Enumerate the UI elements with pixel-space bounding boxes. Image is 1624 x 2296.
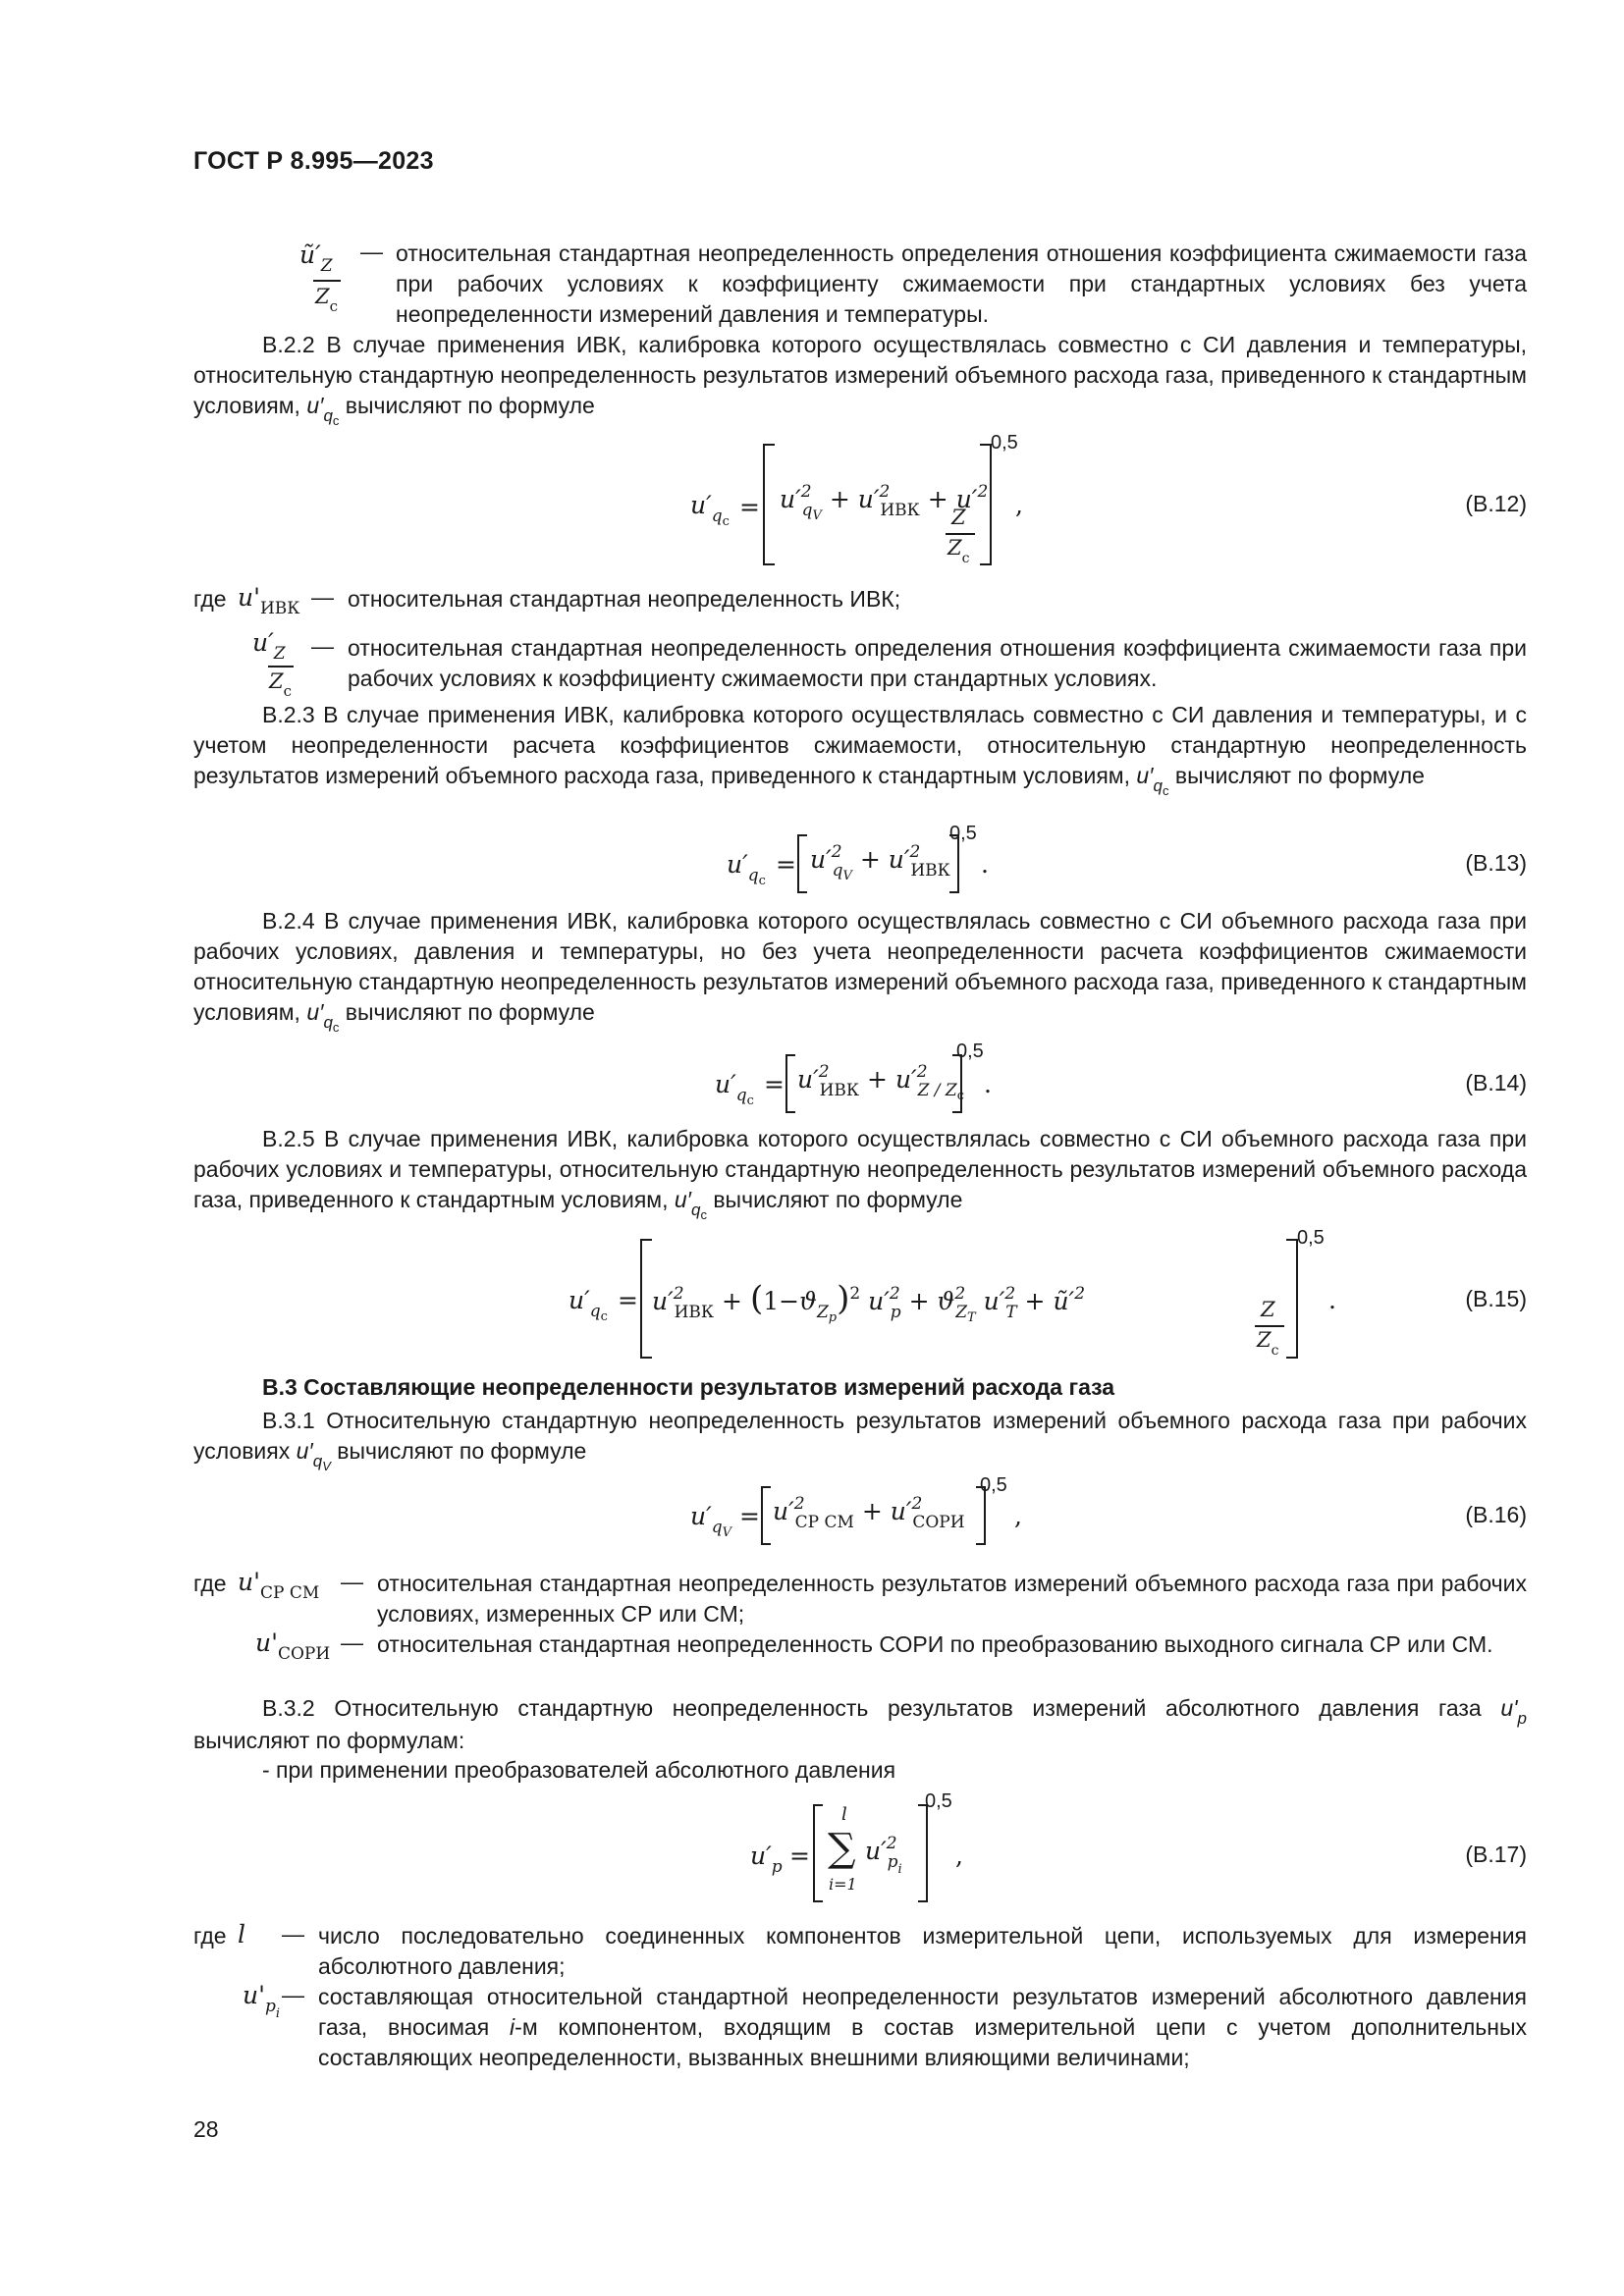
comma: , bbox=[955, 1842, 963, 1870]
sym-sub: q bbox=[711, 507, 723, 526]
sym-c: с bbox=[746, 1094, 754, 1108]
sym-u: u′ bbox=[1136, 763, 1154, 788]
bracket-left bbox=[813, 1804, 823, 1902]
sym-sq: 2 bbox=[911, 1494, 923, 1514]
sym-sub: V bbox=[722, 1525, 732, 1540]
exponent: 0,5 bbox=[925, 1790, 952, 1812]
sym-u: u′ bbox=[894, 1065, 917, 1094]
sym-sub: q bbox=[711, 1518, 723, 1537]
sym-u: u′ bbox=[780, 485, 801, 513]
paragraph-b23 bbox=[193, 700, 1527, 798]
sym-u: ũ′ bbox=[299, 240, 321, 269]
definition-utilde-Z: относительная стандартная неопределенность определения отношения коэффициента сжимаемости газа при рабочих условиях к коэффициенту сжимаемости при стандартных условиях без учета неопределенности измерений давления и температуры. bbox=[396, 240, 1527, 327]
where-label: где bbox=[193, 1923, 227, 1949]
plus: + bbox=[859, 845, 881, 874]
sym-sub: ИВК bbox=[880, 501, 920, 520]
bracket-left bbox=[640, 1239, 652, 1359]
eq-sign: = bbox=[789, 1842, 810, 1870]
sym-sub: СОРИ bbox=[277, 1644, 331, 1664]
document-page bbox=[193, 0, 1527, 2296]
sym-sub: V bbox=[322, 1459, 331, 1473]
document-header: ГОСТ Р 8.995—2023 bbox=[193, 147, 434, 175]
sym-c: с bbox=[700, 1207, 707, 1222]
sym-u: u′ bbox=[983, 1287, 1005, 1315]
symbol-Zc bbox=[315, 285, 338, 315]
sym-sub: p bbox=[828, 1310, 838, 1325]
sym-sub: Z bbox=[955, 1303, 968, 1322]
sym-u: u′ bbox=[857, 485, 880, 513]
sym-u: u′ bbox=[690, 491, 712, 519]
sym-sub: p bbox=[771, 1857, 783, 1877]
exponent: 0,5 bbox=[956, 1041, 984, 1062]
sym-sub: q bbox=[312, 1452, 323, 1470]
fraction-line bbox=[268, 666, 294, 667]
exponent: 0,5 bbox=[980, 1474, 1007, 1496]
definition-ivk: относительная стандартная неопределенность ИВК; bbox=[348, 586, 901, 612]
dash: — bbox=[341, 1629, 363, 1655]
paragraph-b31 bbox=[193, 1406, 1527, 1473]
exponent: 0,5 bbox=[949, 823, 977, 844]
symbol-u-pi bbox=[243, 1981, 281, 2021]
sym-c: с bbox=[332, 1020, 340, 1035]
sym-sub: q bbox=[323, 406, 333, 425]
text: -м компонентом, входящим в состав измерительной цепи с учетом дополнительных составляющих неопределенности, вызванных внешними влияющими величинами; bbox=[318, 2014, 1527, 2070]
eq-sign: = bbox=[739, 1502, 760, 1530]
text: вычисляют по формуле bbox=[330, 1438, 587, 1464]
formula-b17-body bbox=[865, 1834, 902, 1877]
bracket-right bbox=[1286, 1239, 1298, 1359]
sym-sq: 2 bbox=[1004, 1284, 1016, 1304]
sym-c: с bbox=[332, 413, 340, 428]
sym-sq: 2 bbox=[800, 482, 812, 502]
paragraph-b32 bbox=[193, 1693, 1527, 1756]
eq-sign: = bbox=[618, 1286, 638, 1314]
paragraph-b25 bbox=[193, 1124, 1527, 1222]
exponent: 0,5 bbox=[991, 432, 1018, 454]
definition-cpcm: относительная стандартная неопределенность результатов измерений объемного расхода газа при рабочих условиях, измеренных СР или СМ; bbox=[377, 1571, 1527, 1627]
dash: — bbox=[341, 1569, 363, 1594]
sym-sub: ИВК bbox=[910, 861, 950, 881]
sym-sub: i bbox=[897, 1862, 902, 1877]
text: В.3.2 Относительную стандартную неопределенность результатов измерений абсолютного давления газа bbox=[262, 1695, 1501, 1721]
sym-u: u' bbox=[238, 583, 260, 612]
sym-sub: p bbox=[887, 1852, 898, 1872]
bracket-right bbox=[918, 1804, 928, 1902]
text: В.3.1 Относительную стандартную неопределенность результатов измерений объемного расхода газа при рабочих условиях bbox=[193, 1408, 1527, 1464]
sym-sub: q bbox=[1153, 776, 1163, 795]
sym-c: с bbox=[1162, 783, 1169, 798]
sym-i: i bbox=[510, 2014, 515, 2040]
dash: — bbox=[311, 584, 334, 610]
definition-l: число последовательно соединенных компонентов измерительной цепи, используемых для измерения абсолютного давления; bbox=[318, 1923, 1527, 1979]
sym-sq: 2 bbox=[977, 482, 989, 502]
sym-u: ũ′ bbox=[1053, 1287, 1075, 1315]
sym-u: u′ bbox=[810, 845, 832, 874]
bracket-left bbox=[797, 834, 807, 893]
sym-u: u' bbox=[255, 1629, 278, 1657]
paren-open: ( bbox=[749, 1279, 764, 1318]
text: В.2.5 В случае применения ИВК, калибровка которого осуществлялась совместно с СИ объемного расхода газа при рабочих условиях и температуры, относительную стандартную неопределенность результатов измерений объемного расхода газа, приведенного к стандартным условиям, bbox=[193, 1126, 1527, 1212]
sym-Z: Z bbox=[269, 669, 284, 693]
sym-sub: q bbox=[832, 861, 843, 881]
frac-Zc-den bbox=[1257, 1328, 1279, 1359]
sym-u: u′ bbox=[252, 628, 274, 657]
formula-b14-lhs bbox=[715, 1070, 754, 1108]
sym-sub: q bbox=[735, 1086, 747, 1105]
sym-sub: СОРИ bbox=[912, 1513, 965, 1532]
sym-theta: ϑ bbox=[937, 1287, 955, 1315]
text: вычисляют по формуле bbox=[339, 999, 595, 1025]
fraction-line bbox=[313, 280, 341, 282]
sym-u: u′ bbox=[652, 1287, 674, 1315]
sym-u: u′ bbox=[750, 1842, 772, 1870]
sym-sub: q bbox=[690, 1201, 701, 1219]
sym-c: с bbox=[600, 1309, 608, 1324]
text: вычисляют по формуле bbox=[339, 393, 595, 418]
formula-b16-lhs bbox=[690, 1502, 732, 1540]
sym-u: u′ bbox=[690, 1502, 712, 1530]
plus: + bbox=[829, 485, 850, 513]
sym-sub: ИВК bbox=[259, 599, 300, 618]
formula-b15-lhs bbox=[568, 1286, 608, 1324]
sym-u: u′ bbox=[773, 1497, 794, 1525]
sym-u: u′ bbox=[674, 1187, 691, 1212]
frac-Z-num: Z bbox=[951, 506, 966, 529]
sym-sub: СР СМ bbox=[794, 1513, 854, 1532]
sym-c: с bbox=[1271, 1343, 1279, 1359]
text: вычисляют по формуле bbox=[706, 1187, 963, 1212]
sym-c: с bbox=[283, 682, 292, 700]
eq-sign: = bbox=[776, 850, 796, 879]
equation-number-b12: (В.12) bbox=[1465, 491, 1527, 516]
sym-sq: 2 bbox=[916, 1062, 928, 1082]
sum-symbol: ∑ bbox=[828, 1826, 856, 1871]
sym-sub: p bbox=[264, 1997, 276, 2016]
sym-u: u′ bbox=[955, 485, 978, 513]
bracket-left bbox=[763, 444, 775, 565]
frac-Zc-den bbox=[947, 536, 970, 566]
sym-sq: 2 bbox=[879, 482, 891, 502]
formula-b16-body bbox=[773, 1494, 965, 1532]
sym-sq: 2 bbox=[886, 1834, 897, 1853]
frac-Z-num: Z bbox=[1261, 1298, 1275, 1321]
sym-u: u′ bbox=[888, 845, 910, 874]
sym-Z: Z bbox=[947, 536, 962, 560]
equation-number-b13: (В.13) bbox=[1465, 850, 1527, 876]
eq-sign: = bbox=[764, 1070, 785, 1098]
period: . bbox=[1328, 1286, 1336, 1314]
bullet-abs-pressure: - при применении преобразователей абсолютного давления bbox=[262, 1757, 896, 1783]
sym-c: с bbox=[961, 551, 970, 566]
where-label: где bbox=[193, 586, 227, 612]
symbol-Zc bbox=[269, 669, 292, 700]
sym-u: u′ bbox=[296, 1438, 313, 1464]
eq-sign: = bbox=[739, 493, 760, 521]
bracket-right bbox=[952, 1054, 965, 1113]
sym-u: u′ bbox=[568, 1286, 590, 1314]
symbol-u-cpcm bbox=[238, 1568, 320, 1603]
sym-sub: q bbox=[801, 501, 813, 520]
period: . bbox=[984, 1070, 992, 1098]
plus: + bbox=[861, 1497, 883, 1525]
sym-sq: 2 bbox=[818, 1062, 830, 1082]
comma: , bbox=[1015, 491, 1023, 519]
sym-sub: Z / Z bbox=[917, 1081, 957, 1100]
text: вычисляют по формуле bbox=[1168, 763, 1425, 788]
sym-sub: ИВК bbox=[819, 1081, 860, 1100]
sym-u: u′ bbox=[306, 393, 324, 418]
sym-sq: 2 bbox=[793, 1494, 805, 1514]
fraction-line bbox=[1255, 1325, 1284, 1327]
sym-u: u' bbox=[1500, 1695, 1518, 1721]
equation-number-b16: (В.16) bbox=[1465, 1502, 1527, 1527]
sym-u: u′ bbox=[797, 1065, 819, 1094]
formula-b13-body bbox=[810, 842, 950, 883]
sym-u: u′ bbox=[890, 1497, 912, 1525]
sym-sq: 2 bbox=[673, 1284, 684, 1304]
bracket-left bbox=[785, 1054, 795, 1113]
bracket-right bbox=[980, 444, 992, 565]
sym-sq: 2 bbox=[849, 1284, 861, 1304]
period: . bbox=[981, 850, 989, 879]
sym-c: с bbox=[329, 297, 338, 315]
formula-b14-body bbox=[797, 1062, 965, 1103]
section-title-b3: В.3 Составляющие неопределенности результатов измерений расхода газа bbox=[262, 1374, 1115, 1400]
paragraph-b24 bbox=[193, 906, 1527, 1035]
sym-sub: p bbox=[1517, 1709, 1527, 1728]
definition-sori: относительная стандартная неопределенность СОРИ по преобразованию выходного сигнала СР или СМ. bbox=[377, 1631, 1493, 1657]
sym-sub: ИВК bbox=[674, 1303, 715, 1322]
sym-sub: Z bbox=[273, 644, 286, 664]
sym-sub: q bbox=[323, 1013, 333, 1032]
sym-sub: T bbox=[967, 1310, 976, 1325]
one-minus: 1− bbox=[763, 1287, 800, 1315]
text: В.2.4 В случае применения ИВК, калибровка которого осуществлялась совместно с СИ объемного расхода газа при рабочих условиях, давления и температуры, но без учета неопределенности расчета коэффициентов сжимаемости относительную стандартную неопределенность результатов измерений объемного расхода газа, приведенного к стандартным условиям, bbox=[193, 908, 1527, 1025]
symbol-l: l bbox=[238, 1920, 245, 1949]
sym-sub: p bbox=[890, 1303, 901, 1322]
sym-c: с bbox=[758, 874, 766, 888]
text: В.2.2 В случае применения ИВК, калибровка которого осуществлялась совместно с СИ давления и температуры, относительную стандартную неопределенность результатов измерений объемного расхода газа, приведенного к стандартным условиям, bbox=[193, 332, 1527, 418]
formula-b15-body bbox=[652, 1279, 1086, 1325]
dash: — bbox=[282, 1921, 304, 1947]
sum-lower: i=1 bbox=[829, 1875, 857, 1894]
sym-sub: СР СМ bbox=[259, 1583, 320, 1603]
symbol-utilde-Z bbox=[299, 240, 333, 276]
sym-u: u' bbox=[238, 1568, 260, 1596]
plus: + bbox=[722, 1287, 742, 1315]
page-number: 28 bbox=[193, 2116, 219, 2142]
sym-sub: Z bbox=[320, 256, 333, 276]
sym-theta: ϑ bbox=[799, 1287, 817, 1315]
sym-sq: 2 bbox=[909, 842, 921, 862]
sym-u: u' bbox=[243, 1981, 265, 2009]
sym-c: с bbox=[956, 1089, 965, 1103]
sym-sub: Z bbox=[816, 1303, 829, 1322]
text: В.2.3 В случае применения ИВК, калибровка которого осуществлялась совместно с СИ давления и температуры, и с учетом неопределенности расчета коэффициентов сжимаемости, относительную стандартную неопределенность результатов измерений объемного расхода газа, приведенного к стандартным условиям, bbox=[193, 702, 1527, 788]
sym-sq: 2 bbox=[889, 1284, 900, 1304]
sym-sub: V bbox=[842, 869, 852, 883]
sym-sub: q bbox=[589, 1302, 601, 1321]
symbol-u-Z bbox=[252, 628, 286, 664]
sym-sq: 2 bbox=[954, 1284, 966, 1304]
equation-number-b14: (В.14) bbox=[1465, 1070, 1527, 1095]
bracket-left bbox=[761, 1486, 771, 1545]
formula-b13-lhs bbox=[727, 850, 766, 888]
equation-number-b15: (В.15) bbox=[1465, 1286, 1527, 1311]
text: вычисляют по формулам: bbox=[193, 1728, 465, 1753]
plus: + bbox=[867, 1065, 888, 1094]
text: составляющая относительной стандартной неопределенности результатов измерений абсолютного давления газа, вносимая bbox=[318, 1984, 1527, 2040]
exponent: 0,5 bbox=[1297, 1227, 1325, 1249]
dash: — bbox=[311, 633, 334, 659]
plus: + bbox=[1024, 1287, 1046, 1315]
symbol-u-sori bbox=[255, 1629, 331, 1664]
dash: — bbox=[282, 1982, 304, 2007]
paren-close: ) bbox=[837, 1279, 850, 1318]
sym-sub: i bbox=[275, 2006, 281, 2021]
equation-number-b17: (В.17) bbox=[1465, 1842, 1527, 1867]
sym-u: u′ bbox=[865, 1837, 887, 1865]
sum-upper-l: l bbox=[841, 1804, 847, 1825]
sym-u: u′ bbox=[868, 1287, 890, 1315]
sym-sq: 2 bbox=[831, 842, 842, 862]
paragraph-b22 bbox=[193, 330, 1527, 428]
dash: — bbox=[360, 239, 383, 264]
sym-u: u′ bbox=[727, 850, 748, 879]
sym-u: u′ bbox=[715, 1070, 736, 1098]
sym-sq: 2 bbox=[1074, 1284, 1086, 1304]
where-label: где bbox=[193, 1571, 227, 1596]
sym-Z: Z bbox=[1257, 1328, 1272, 1352]
sym-sub: q bbox=[747, 866, 759, 885]
definition-u-pi bbox=[318, 1982, 1527, 2073]
formula-b17-lhs bbox=[750, 1842, 783, 1877]
definition-u-Z: относительная стандартная неопределенность определения отношения коэффициента сжимаемости газа при рабочих условиях к коэффициенту сжимаемости при стандартных условиях. bbox=[348, 635, 1527, 691]
plus: + bbox=[908, 1287, 930, 1315]
fraction-line bbox=[946, 533, 975, 535]
comma: , bbox=[1014, 1502, 1022, 1530]
sym-sub: V bbox=[812, 508, 822, 523]
formula-b12-lhs bbox=[690, 491, 730, 529]
sym-Z: Z bbox=[315, 285, 330, 308]
sym-u: u′ bbox=[306, 999, 324, 1025]
symbol-u-ivk bbox=[238, 583, 300, 618]
sym-c: с bbox=[722, 514, 730, 529]
sym-sub: T bbox=[1005, 1303, 1017, 1322]
plus: + bbox=[927, 485, 948, 513]
